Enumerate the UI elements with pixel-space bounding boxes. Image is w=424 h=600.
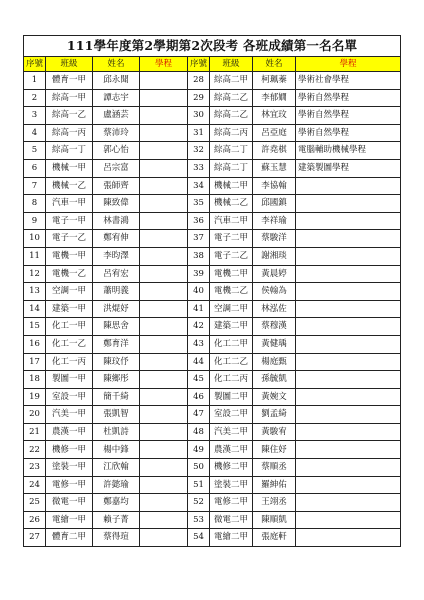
right-no-cell: 38 [188, 247, 210, 265]
left-program-cell [140, 230, 188, 248]
left-name-cell: 鄭宥伸 [93, 230, 140, 248]
table-row [24, 72, 401, 90]
left-name-cell: 郭心怡 [93, 142, 140, 160]
left-program-cell [140, 388, 188, 406]
right-no-cell: 40 [188, 283, 210, 301]
left-no-cell: 22 [24, 441, 46, 459]
right-program-cell [296, 177, 401, 195]
right-name-cell: 蔡穆漢 [253, 318, 296, 336]
right-name-cell: 邱國鎮 [253, 195, 296, 213]
left-class-cell: 化工一乙 [46, 335, 93, 353]
right-name-cell: 謝湘琰 [253, 247, 296, 265]
right-name-cell: 李郁嫺 [253, 89, 296, 107]
left-class-cell: 綜高一乙 [46, 107, 93, 125]
right-no-cell: 33 [188, 159, 210, 177]
left-no-cell: 13 [24, 283, 46, 301]
left-no-cell: 12 [24, 265, 46, 283]
right-class-cell: 化工二甲 [210, 335, 253, 353]
right-class-cell: 綜高二丁 [210, 159, 253, 177]
right-program-cell [296, 476, 401, 494]
right-name-cell: 劉孟綺 [253, 406, 296, 424]
left-no-cell: 27 [24, 529, 46, 547]
right-program-cell [296, 441, 401, 459]
left-name-cell: 譚志宇 [93, 89, 140, 107]
document-title: 111學年度第2學期第2次段考 各班成績第一名名單 [24, 36, 401, 57]
right-program-cell: 學術自然學程 [296, 107, 401, 125]
right-class-cell: 機械二乙 [210, 195, 253, 213]
left-name-cell: 杜凱詩 [93, 423, 140, 441]
left-name-cell: 邱永聞 [93, 72, 140, 90]
right-no-cell: 37 [188, 230, 210, 248]
left-name-cell: 呂宥宏 [93, 265, 140, 283]
left-program-cell [140, 124, 188, 142]
left-program-cell [140, 511, 188, 529]
left-program-cell [140, 89, 188, 107]
left-name-cell: 張凱智 [93, 406, 140, 424]
right-program-cell: 學術自然學程 [296, 89, 401, 107]
table-row [24, 142, 401, 160]
right-class-cell: 電子二甲 [210, 230, 253, 248]
right-name-cell: 柯珮蓁 [253, 72, 296, 90]
right-name-cell: 侯翰為 [253, 283, 296, 301]
honor-roll-table [23, 35, 401, 547]
left-program-cell [140, 371, 188, 389]
right-no-cell: 47 [188, 406, 210, 424]
left-program-cell [140, 441, 188, 459]
table-row [24, 300, 401, 318]
right-no-cell: 28 [188, 72, 210, 90]
right-class-cell: 汽車二甲 [210, 212, 253, 230]
left-program-cell [140, 212, 188, 230]
left-class-cell: 建築一甲 [46, 300, 93, 318]
right-no-cell: 30 [188, 107, 210, 125]
right-no-cell: 36 [188, 212, 210, 230]
left-class-cell: 汽車一甲 [46, 195, 93, 213]
left-no-cell: 3 [24, 107, 46, 125]
right-no-cell: 49 [188, 441, 210, 459]
right-name-cell: 楊庭甄 [253, 353, 296, 371]
right-class-cell: 微電二甲 [210, 511, 253, 529]
table-row [24, 195, 401, 213]
right-name-cell: 王翊丞 [253, 494, 296, 512]
left-class-cell: 綜高一丙 [46, 124, 93, 142]
left-no-cell: 11 [24, 247, 46, 265]
left-no-cell: 14 [24, 300, 46, 318]
left-name-cell: 陳玟伃 [93, 353, 140, 371]
right-name-cell: 張庭軒 [253, 529, 296, 547]
right-class-cell: 室設二甲 [210, 406, 253, 424]
left-no-cell: 5 [24, 142, 46, 160]
left-no-cell: 24 [24, 476, 46, 494]
left-class-cell: 電修一甲 [46, 476, 93, 494]
right-program-cell [296, 335, 401, 353]
left-class-cell: 電子一乙 [46, 230, 93, 248]
header-program-right: 學程 [296, 57, 401, 72]
table-row [24, 459, 401, 477]
left-name-cell: 蔡沛玲 [93, 124, 140, 142]
right-program-cell: 建築製圖學程 [296, 159, 401, 177]
right-program-cell [296, 195, 401, 213]
table-row [24, 423, 401, 441]
right-program-cell: 學術自然學程 [296, 124, 401, 142]
left-program-cell [140, 335, 188, 353]
right-name-cell: 李祥瑜 [253, 212, 296, 230]
table-row [24, 371, 401, 389]
left-no-cell: 21 [24, 423, 46, 441]
right-name-cell: 黃健瑀 [253, 335, 296, 353]
left-program-cell [140, 265, 188, 283]
right-class-cell: 製圖二甲 [210, 388, 253, 406]
left-class-cell: 農漢一甲 [46, 423, 93, 441]
right-name-cell: 黃晨婷 [253, 265, 296, 283]
left-program-cell [140, 459, 188, 477]
left-name-cell: 林書鴻 [93, 212, 140, 230]
right-no-cell: 46 [188, 388, 210, 406]
left-no-cell: 25 [24, 494, 46, 512]
right-class-cell: 電繪二甲 [210, 529, 253, 547]
right-no-cell: 53 [188, 511, 210, 529]
right-no-cell: 39 [188, 265, 210, 283]
table-row [24, 353, 401, 371]
left-name-cell: 鄭育洋 [93, 335, 140, 353]
left-program-cell [140, 72, 188, 90]
right-name-cell: 蔡順丞 [253, 459, 296, 477]
left-program-cell [140, 247, 188, 265]
left-name-cell: 呂宗富 [93, 159, 140, 177]
right-program-cell [296, 265, 401, 283]
table-row [24, 89, 401, 107]
left-no-cell: 4 [24, 124, 46, 142]
right-no-cell: 48 [188, 423, 210, 441]
left-program-cell [140, 142, 188, 160]
left-program-cell [140, 107, 188, 125]
right-class-cell: 電修二甲 [210, 494, 253, 512]
right-no-cell: 35 [188, 195, 210, 213]
left-class-cell: 室設一甲 [46, 388, 93, 406]
left-class-cell: 塗裝一甲 [46, 459, 93, 477]
left-class-cell: 機械一甲 [46, 159, 93, 177]
right-name-cell: 李協翰 [253, 177, 296, 195]
right-no-cell: 42 [188, 318, 210, 336]
column-header-row [24, 57, 401, 72]
right-program-cell [296, 283, 401, 301]
left-program-cell [140, 283, 188, 301]
left-no-cell: 17 [24, 353, 46, 371]
right-program-cell [296, 247, 401, 265]
left-name-cell: 張師齊 [93, 177, 140, 195]
right-program-cell [296, 318, 401, 336]
right-program-cell: 電腦輔助機械學程 [296, 142, 401, 160]
right-name-cell: 孫毓凱 [253, 371, 296, 389]
right-program-cell [296, 371, 401, 389]
right-no-cell: 50 [188, 459, 210, 477]
left-class-cell: 汽美一甲 [46, 406, 93, 424]
left-name-cell: 陳鄉彤 [93, 371, 140, 389]
left-no-cell: 6 [24, 159, 46, 177]
table-row [24, 230, 401, 248]
left-class-cell: 機械一乙 [46, 177, 93, 195]
left-name-cell: 江欣翰 [93, 459, 140, 477]
right-name-cell: 林泓佐 [253, 300, 296, 318]
left-class-cell: 電機一甲 [46, 247, 93, 265]
left-name-cell: 陳致偉 [93, 195, 140, 213]
table-row [24, 283, 401, 301]
right-program-cell [296, 423, 401, 441]
table-row [24, 406, 401, 424]
header-no-left: 序號 [24, 57, 46, 72]
right-class-cell: 綜高二丙 [210, 124, 253, 142]
table-row [24, 441, 401, 459]
right-name-cell: 黃駿宥 [253, 423, 296, 441]
header-no-right: 序號 [188, 57, 210, 72]
left-class-cell: 製圖一甲 [46, 371, 93, 389]
left-class-cell: 體育二甲 [46, 529, 93, 547]
right-class-cell: 綜高二乙 [210, 107, 253, 125]
left-no-cell: 1 [24, 72, 46, 90]
right-program-cell [296, 494, 401, 512]
right-program-cell [296, 406, 401, 424]
left-program-cell [140, 494, 188, 512]
left-class-cell: 電機一乙 [46, 265, 93, 283]
right-program-cell: 學術社會學程 [296, 72, 401, 90]
right-name-cell: 許堯棋 [253, 142, 296, 160]
table-row [24, 335, 401, 353]
left-no-cell: 23 [24, 459, 46, 477]
left-class-cell: 綜高一甲 [46, 89, 93, 107]
right-name-cell: 黃婉文 [253, 388, 296, 406]
table-row [24, 159, 401, 177]
left-name-cell: 陳思舍 [93, 318, 140, 336]
right-no-cell: 44 [188, 353, 210, 371]
right-class-cell: 建築二甲 [210, 318, 253, 336]
table-row [24, 247, 401, 265]
left-no-cell: 10 [24, 230, 46, 248]
left-class-cell: 電子一甲 [46, 212, 93, 230]
right-program-cell [296, 511, 401, 529]
right-name-cell: 林宜玟 [253, 107, 296, 125]
left-name-cell: 賴子菁 [93, 511, 140, 529]
right-class-cell: 化工二丙 [210, 371, 253, 389]
right-name-cell: 羅紳佑 [253, 476, 296, 494]
right-no-cell: 45 [188, 371, 210, 389]
left-class-cell: 化工一丙 [46, 353, 93, 371]
left-class-cell: 微電一甲 [46, 494, 93, 512]
right-name-cell: 蘇玉慧 [253, 159, 296, 177]
header-name-right: 姓名 [253, 57, 296, 72]
left-no-cell: 18 [24, 371, 46, 389]
right-class-cell: 電機二乙 [210, 283, 253, 301]
left-no-cell: 7 [24, 177, 46, 195]
table-row [24, 494, 401, 512]
header-class-right: 班級 [210, 57, 253, 72]
right-no-cell: 34 [188, 177, 210, 195]
right-name-cell: 蔡駿洋 [253, 230, 296, 248]
table-row [24, 124, 401, 142]
left-name-cell: 盧涵芸 [93, 107, 140, 125]
left-name-cell: 許懿瑜 [93, 476, 140, 494]
left-program-cell [140, 195, 188, 213]
right-program-cell [296, 300, 401, 318]
left-name-cell: 簡千綺 [93, 388, 140, 406]
left-no-cell: 9 [24, 212, 46, 230]
right-class-cell: 機修二甲 [210, 459, 253, 477]
left-program-cell [140, 476, 188, 494]
left-program-cell [140, 529, 188, 547]
right-program-cell [296, 230, 401, 248]
left-no-cell: 16 [24, 335, 46, 353]
left-name-cell: 蔡得瑄 [93, 529, 140, 547]
left-class-cell: 綜高一丁 [46, 142, 93, 160]
left-program-cell [140, 353, 188, 371]
header-name-left: 姓名 [93, 57, 140, 72]
right-name-cell: 陳住妤 [253, 441, 296, 459]
right-program-cell [296, 353, 401, 371]
right-program-cell [296, 459, 401, 477]
right-class-cell: 空調二甲 [210, 300, 253, 318]
right-no-cell: 32 [188, 142, 210, 160]
right-no-cell: 43 [188, 335, 210, 353]
left-class-cell: 機修一甲 [46, 441, 93, 459]
left-name-cell: 李昀澤 [93, 247, 140, 265]
left-name-cell: 楊中鋒 [93, 441, 140, 459]
right-name-cell: 陳順凱 [253, 511, 296, 529]
left-name-cell: 鄭嘉均 [93, 494, 140, 512]
right-class-cell: 綜高二甲 [210, 72, 253, 90]
right-no-cell: 52 [188, 494, 210, 512]
right-no-cell: 29 [188, 89, 210, 107]
right-name-cell: 呂亞庭 [253, 124, 296, 142]
left-class-cell: 電繪一甲 [46, 511, 93, 529]
left-class-cell: 空調一甲 [46, 283, 93, 301]
left-no-cell: 20 [24, 406, 46, 424]
table-row [24, 212, 401, 230]
left-no-cell: 26 [24, 511, 46, 529]
right-no-cell: 31 [188, 124, 210, 142]
right-no-cell: 54 [188, 529, 210, 547]
header-class-left: 班級 [46, 57, 93, 72]
table-row [24, 265, 401, 283]
right-class-cell: 汽美二甲 [210, 423, 253, 441]
left-program-cell [140, 318, 188, 336]
right-class-cell: 綜高二丁 [210, 142, 253, 160]
table-row [24, 388, 401, 406]
table-row [24, 177, 401, 195]
left-no-cell: 8 [24, 195, 46, 213]
table-row [24, 318, 401, 336]
left-program-cell [140, 406, 188, 424]
right-no-cell: 51 [188, 476, 210, 494]
right-program-cell [296, 212, 401, 230]
table-row [24, 511, 401, 529]
left-program-cell [140, 177, 188, 195]
right-no-cell: 41 [188, 300, 210, 318]
right-class-cell: 電機二甲 [210, 265, 253, 283]
right-class-cell: 農漢二甲 [210, 441, 253, 459]
right-class-cell: 化工二乙 [210, 353, 253, 371]
left-name-cell: 洪焜妤 [93, 300, 140, 318]
table-row [24, 529, 401, 547]
left-no-cell: 15 [24, 318, 46, 336]
left-name-cell: 蕭明義 [93, 283, 140, 301]
right-class-cell: 電子二乙 [210, 247, 253, 265]
left-class-cell: 化工一甲 [46, 318, 93, 336]
roster-body [24, 72, 401, 547]
left-program-cell [140, 159, 188, 177]
left-program-cell [140, 423, 188, 441]
table-row [24, 107, 401, 125]
left-no-cell: 19 [24, 388, 46, 406]
right-class-cell: 塗裝二甲 [210, 476, 253, 494]
left-program-cell [140, 300, 188, 318]
right-program-cell [296, 388, 401, 406]
left-no-cell: 2 [24, 89, 46, 107]
header-program-left: 學程 [140, 57, 188, 72]
table-row [24, 476, 401, 494]
right-class-cell: 綜高二乙 [210, 89, 253, 107]
right-class-cell: 機械二甲 [210, 177, 253, 195]
right-program-cell [296, 529, 401, 547]
left-class-cell: 體育一甲 [46, 72, 93, 90]
